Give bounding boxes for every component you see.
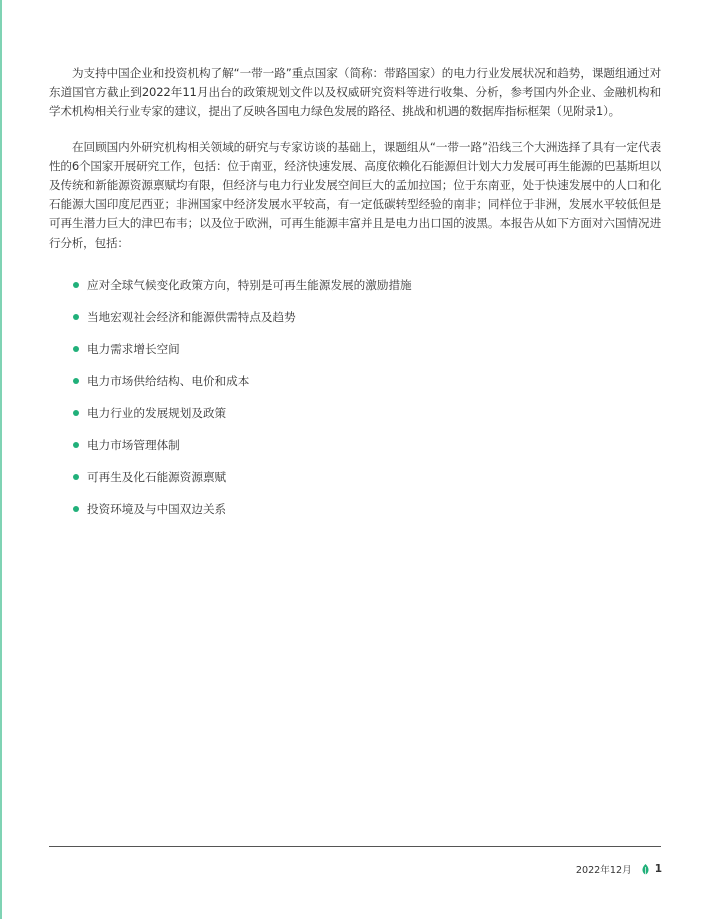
footer-divider	[49, 846, 661, 847]
page-number: 1	[654, 863, 662, 875]
list-item	[49, 341, 661, 373]
list-item	[49, 501, 661, 533]
list-item	[49, 309, 661, 341]
bullet-dot-icon	[73, 506, 79, 512]
bullet-dot-icon	[73, 378, 79, 384]
page-footer	[576, 862, 662, 876]
intro-paragraph-1: 为支持中国企业和投资机构了解“一带一路”重点国家（简称：带路国家）的电力行业发展状况和趋势，课题组通过对东道国官方截止到2022年11月出台的政策规划文件以及权威研究资料等进行收集、分析，参考国内外企业、金融机构和学术机构相关行业专家的建议，提出了反映各国电力绿色发展的路径、挑战和机遇的数据库指标框架（见附录1）。	[49, 66, 661, 119]
list-item-text: 当地宏观社会经济和能源供需特点及趋势	[87, 309, 296, 324]
topic-list	[49, 277, 661, 533]
list-item-text: 可再生及化石能源资源禀赋	[87, 469, 227, 484]
list-item-text: 电力市场供给结构、电价和成本	[87, 373, 250, 388]
list-item-text: 投资环境及与中国双边关系	[87, 501, 227, 516]
footer-date: 2022年12月	[575, 865, 632, 876]
leaf-icon	[641, 864, 650, 875]
bullet-dot-icon	[73, 410, 79, 416]
bullet-dot-icon	[73, 474, 79, 480]
bullet-dot-icon	[73, 442, 79, 448]
left-edge-rule	[0, 0, 2, 919]
list-item-text: 电力需求增长空间	[87, 341, 180, 356]
list-item-text: 电力市场管理体制	[87, 437, 180, 452]
bullet-dot-icon	[73, 346, 79, 352]
list-item	[49, 277, 661, 309]
page-content	[49, 64, 661, 533]
list-item	[49, 373, 661, 405]
list-item	[49, 469, 661, 501]
bullet-dot-icon	[73, 282, 79, 288]
list-item	[49, 405, 661, 437]
bullet-dot-icon	[73, 314, 79, 320]
list-item	[49, 437, 661, 469]
list-item-text: 电力行业的发展规划及政策	[87, 405, 227, 420]
intro-paragraph-2: 在回顾国内外研究机构相关领域的研究与专家访谈的基础上，课题组从“一带一路”沿线三个大洲选择了具有一定代表性的6个国家开展研究工作，包括：位于南亚，经济快速发展、高度依赖化石能源但计划大力发展可再生能源的巴基斯坦以及传统和新能源资源禀赋均有限，但经济与电力行业发展空间巨大的孟加拉国；位于东南亚，处于快速发展中的人口和化石能源大国印度尼西亚；非洲国家中经济发展水平较高，有一定低碳转型经验的南非；同样位于非洲，发展水平较低但是可再生潜力巨大的津巴布韦；以及位于欧洲，可再生能源丰富并且是电力出口国的波黑。本报告从如下方面对六国情况进行分析，包括：	[49, 139, 661, 250]
list-item-text: 应对全球气候变化政策方向，特别是可再生能源发展的激励措施	[87, 277, 412, 292]
